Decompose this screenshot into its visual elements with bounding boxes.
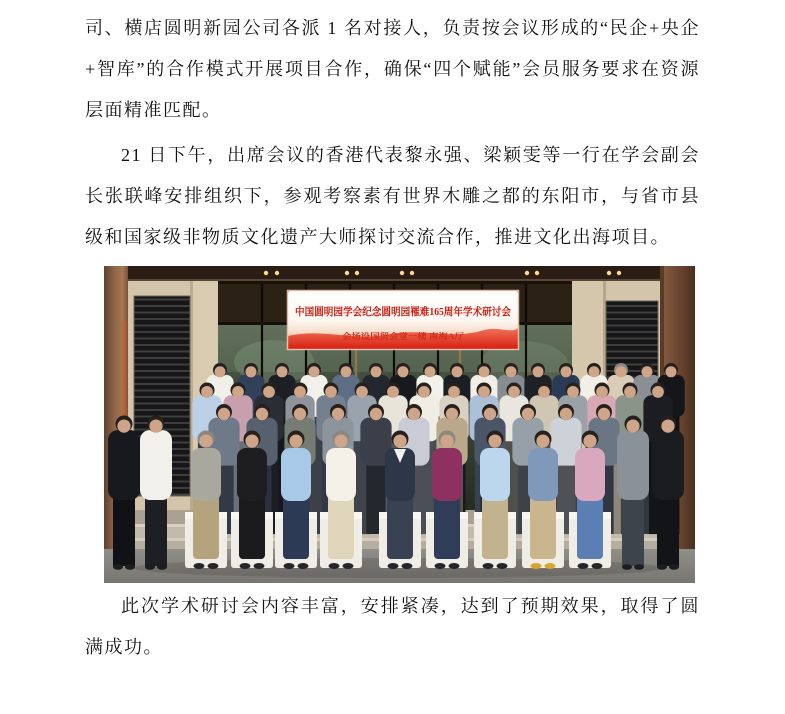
banner-title: 中国圆明园学会纪念圆明园罹难165周年学术研讨会 [295, 307, 532, 318]
banner-subtitle: 会场设国贸会堂一楼 南海A厅 [342, 332, 446, 341]
paragraph-2: 21 日下午，出席会议的香港代表黎永强、梁颖雯等一行在学会副会长张联峰安排组织下，参观考察素有世界木雕之都的东阳市，与省市县级和国家级非物质文化遗产大师探讨交流合作，推进文化出海项目。 [85, 145, 700, 247]
banner [288, 291, 532, 350]
paragraph-3: 此次学术研讨会内容丰富，安排紧凑，达到了预期效果，取得了圆满成功。 [85, 596, 700, 657]
paragraph-1: 司、横店圆明新园公司各派 1 名对接人，负责按会议形成的“民企+央企+智库”的合作模式开展项目合作，确保“四个赋能”会员服务要求在资源层面精准匹配。 [85, 18, 700, 120]
group-photo-svg [104, 266, 695, 583]
group-photo-figure [104, 266, 695, 583]
